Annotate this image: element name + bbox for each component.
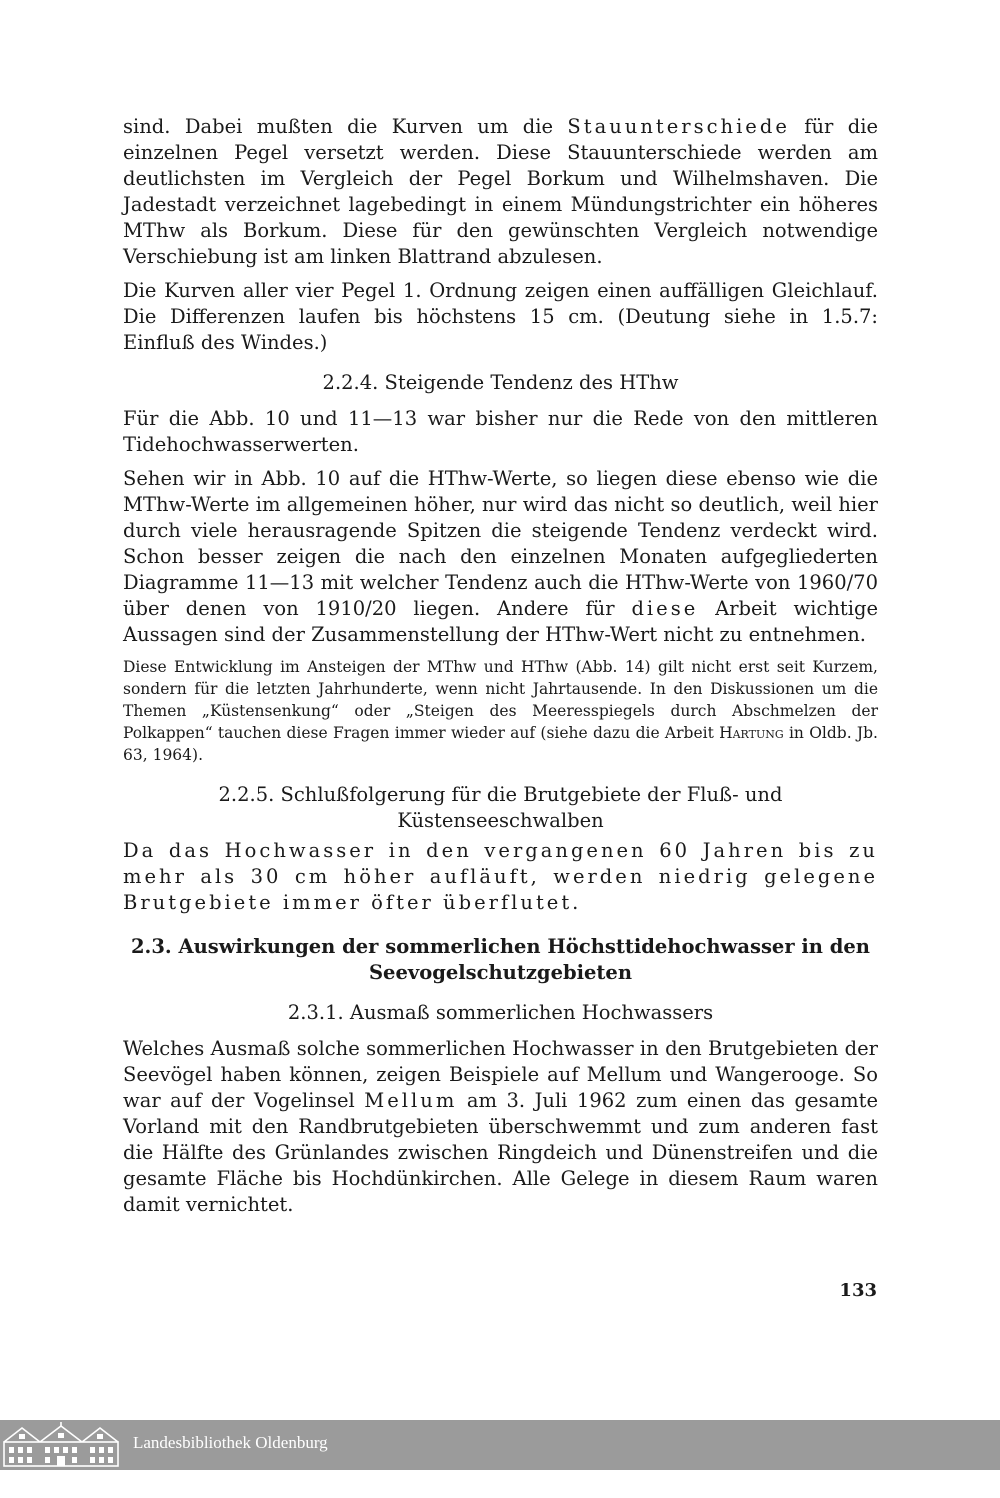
- paragraph-gleichlauf: Die Kurven aller vier Pegel 1. Ordnung zeigen einen auffälligen Gleichlauf. Die Differenzen laufen bis höchstens 15 cm. (Deutung siehe in 1.5.7: Einfluß des Windes.): [123, 279, 878, 354]
- author-hartung: Hartung: [719, 724, 784, 742]
- paragraph-ausmass: Welches Ausmaß solche sommerlichen Hochwasser in den Brutgebieten der Seevögel haben können, zeigen Beispiele auf Mellum und Wangerooge. So war auf der Vogelinsel Mellum am 3. Juli 1962 zum einen das gesamte Vorland mit den Randbrutgebieten überschwemmt und zum anderen fast die Hälfte des Grünlandes zwischen Ringdeich und Dünenstreifen und die gesamte Fläche bis Hochdünkirchen. Alle Gelege in diesem Raum waren damit vernichtet.: [123, 1037, 878, 1216]
- heading-2-2-5: 2.2.5. Schlußfolgerung für die Brutgebiete der Fluß- und Küstenseeschwalben: [218, 783, 783, 832]
- paragraph-schlussfolgerung: Da das Hochwasser in den vergangenen 60 Jahren bis zu mehr als 30 cm höher aufläuft, werden niedrig gelegene Brutgebiete immer öfter überflutet.: [123, 839, 878, 914]
- footer-library-name: Landesbibliothek Oldenburg: [133, 1433, 328, 1452]
- page-content: [123, 114, 878, 1218]
- emphasis-diese: diese: [631, 597, 699, 620]
- heading-2-2-4: 2.2.4. Steigende Tendenz des HThw: [322, 371, 679, 394]
- heading-2-3-1: 2.3.1. Ausmaß sommerlichen Hochwassers: [287, 1001, 714, 1024]
- paragraph-small-entwicklung: Diese Entwicklung im Ansteigen der MThw und HThw (Abb. 14) gilt nicht erst seit Kurzem, sondern für die letzten Jahrhunderte, wenn nicht Jahrtausende. In den Diskussionen um die Themen „Küstensenkung“ oder „Steigen des Meeresspiegels durch Abschmelzen der Polkappen“ tauchen diese Fragen immer wieder auf (siehe dazu die Arbeit Hartung in Oldb. Jb. 63, 1964).: [123, 658, 878, 764]
- paragraph-stauunterschiede: sind. Dabei mußten die Kurven um die Stauunterschiede für die einzelnen Pegel versetzt werden. Diese Stauunterschiede werden am deutlichsten im Vergleich der Pegel Borkum und Wilhelmshaven. Die Jadestadt verzeichnet lagebedingt in einem Mündungstrichter ein höheres MThw als Borkum. Diese für den gewünschten Vergleich notwendige Verschiebung ist am linken Blattrand abzulesen.: [123, 115, 878, 268]
- page-number: 133: [839, 1280, 877, 1301]
- emphasis-mellum: Mellum: [364, 1089, 458, 1112]
- library-building-icon: [0, 1420, 122, 1470]
- emphasis-stauunterschiede: Stauunterschiede: [567, 115, 790, 138]
- paragraph-abb-10: Für die Abb. 10 und 11—13 war bisher nur die Rede von den mittleren Tidehochwasserwerten.: [123, 407, 878, 456]
- heading-2-3: 2.3. Auswirkungen der sommerlichen Höchsttidehochwasser in den Seevogelschutzgebieten: [130, 935, 870, 984]
- footer-bar: [0, 1420, 1000, 1470]
- paragraph-hthw-werte: Sehen wir in Abb. 10 auf die HThw-Werte, so liegen diese ebenso wie die MThw-Werte im allgemeinen höher, nur wird das nicht so deutlich, weil hier durch viele herausragende Spitzen die steigende Tendenz verdeckt wird. Schon besser zeigen die nach den einzelnen Monaten aufgegliederten Diagramme 11—13 mit welcher Tendenz auch die HThw-Werte von 1960/70 über denen von 1910/20 liegen. Andere für diese Arbeit wichtige Aussagen sind der Zusammenstellung der HThw-Wert nicht zu entnehmen.: [123, 467, 878, 646]
